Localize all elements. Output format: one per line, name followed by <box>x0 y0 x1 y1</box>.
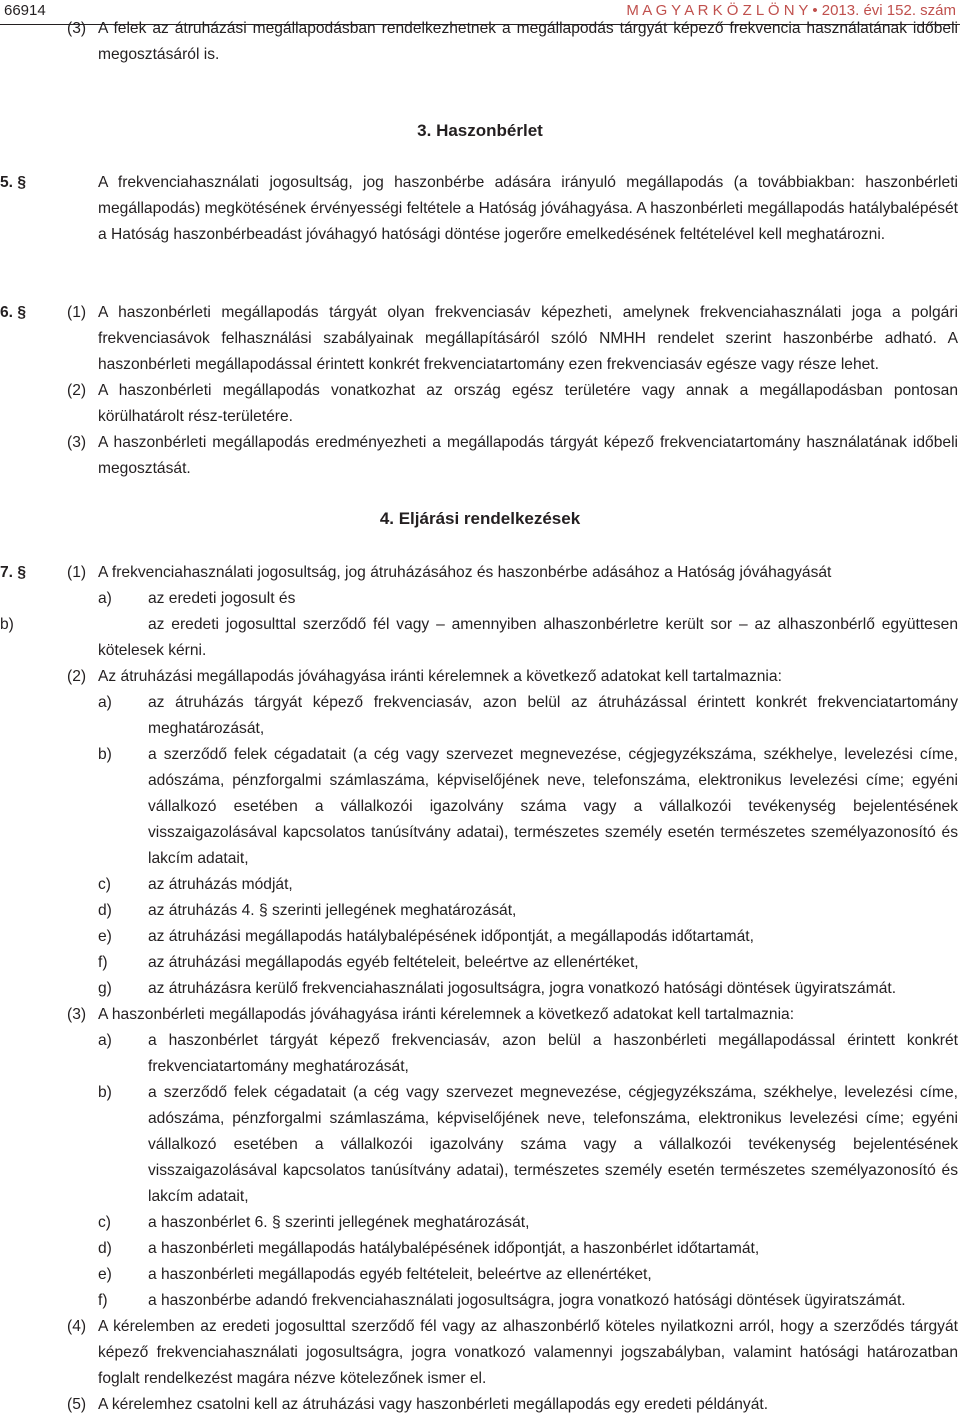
section-7 <box>0 560 960 1418</box>
list-text: az eredeti jogosulttal szerződő fél vagy – amennyiben alhaszonbérletre került sor – az alhaszonbérlő együttesen kötelesek kérni. <box>98 616 958 659</box>
paragraph-prev-3 <box>0 16 960 68</box>
list-text: a haszonbérleti megállapodás egyéb feltételeit, beleértve az ellenértéket, <box>148 1266 652 1283</box>
list-item <box>0 872 960 898</box>
list-item <box>0 898 960 924</box>
list-item <box>0 1288 960 1314</box>
section-heading-4: 4. Eljárási rendelkezések <box>379 509 581 528</box>
paragraph-text: A haszonbérleti megállapodás tárgyát olyan frekvenciasáv képezheti, amelynek frekvenciahasználati joga a polgári frekvenciasávok felhasználási szabályainak megállapításáról szóló NMHH rendelet szerint haszonbérbe adható. A haszonbérleti megállapodással érintett konkrét frekvenciatartomány ezen frekvenciasáv egésze vagy része lehet. <box>98 304 958 373</box>
list-letter: b) <box>0 616 14 633</box>
section-6 <box>0 300 960 482</box>
list-letter: a) <box>98 590 112 607</box>
list-letter: d) <box>98 902 112 919</box>
list-text: az átruházás módját, <box>148 876 293 893</box>
list-text: a szerződő felek cégadatait (a cég vagy szervezet megnevezése, cégjegyzékszáma, székhelye, levelezési címe, adószáma, pénzforgalmi számlaszáma, képviselőjének neve, telefonszáma, elektronikus levelezési címe; egyéni vállalkozó esetében a vállalkozói igazolvány száma vagy a vállalkozói tevékenység bejelentésének visszaigazolásával kapcsolatos tanúsítvány adatai), természetes személy esetén természetes személyazonosító és lakcím adatait, <box>148 746 958 867</box>
list-text: az átruházási megállapodás egyéb feltételeit, beleértve az ellenértéket, <box>148 954 639 971</box>
list-text: a haszonbérleti megállapodás hatálybalépésének időpontját, a haszonbérlet időtartamát, <box>148 1240 760 1257</box>
section-text: A frekvenciahasználati jogosultság, jog haszonbérbe adására irányuló megállapodás (a továbbiakban: haszonbérleti megállapodás) megkötésének érvényességi feltétele a Hatóság jóváhagyása. A haszonbérleti megállapodás hatálybalépését a Hatóság haszonbérbeadást jóváhagyó hatósági döntése jogerőre emelkedésének feltételével kell meghatározni. <box>98 174 958 243</box>
list-text: az átruházásra kerülő frekvenciahasználati jogosultságra, jogra vonatkozó hatósági döntések ügyiratszámát. <box>148 980 897 997</box>
list-item <box>0 1028 960 1080</box>
section-heading-3: 3. Haszonbérlet <box>417 121 543 140</box>
section-number: 5. § <box>0 174 27 191</box>
list-item <box>0 950 960 976</box>
list-letter: a) <box>98 694 112 711</box>
list-letter: b) <box>98 746 112 763</box>
list-item <box>0 1080 960 1210</box>
list-item <box>0 924 960 950</box>
paragraph-number: (2) <box>67 382 87 399</box>
paragraph-text: A felek az átruházási megállapodásban rendelkezhetnek a megállapodás tárgyát képező frekvencia használatának időbeli megosztásáról is. <box>98 20 958 63</box>
paragraph-text: A kérelemhez csatolni kell az átruházási vagy haszonbérleti megállapodás egy eredeti példányát. <box>98 1396 769 1413</box>
paragraph-text: A kérelemben az eredeti jogosulttal szerződő fél vagy az alhaszonbérlő köteles nyilatkozni arról, hogy a szerződés tárgyát képező frekvenciahasználati jogosultságra, jogra vonatkozó valamennyi jogszabályban, valamint hatósági határozatban foglalt rendelkezést magára nézve kötelezőnek ismer el. <box>98 1318 958 1387</box>
paragraph-text: A frekvenciahasználati jogosultság, jog átruházásához és haszonbérbe adásához a Hatóság jóváhagyását <box>98 564 832 581</box>
list-item <box>0 586 960 612</box>
list-letter: b) <box>98 1084 112 1101</box>
list-letter: g) <box>98 980 112 997</box>
paragraph-text: A haszonbérleti megállapodás eredményezheti a megállapodás tárgyát képező frekvenciatartomány használatának időbeli megosztását. <box>98 434 958 477</box>
paragraph-number: (1) <box>67 304 87 321</box>
journal-header: M A G Y A R K Ö Z L Ö N Y • 2013. évi 152. szám <box>626 2 956 19</box>
paragraph-text: A haszonbérleti megállapodás vonatkozhat az ország egész területére vagy annak a megállapodásban pontosan körülhatárolt rész-területére. <box>98 382 958 425</box>
list-text: a haszonbérlet tárgyát képező frekvenciasáv, azon belül a haszonbérleti megállapodással érintett konkrét frekvenciatartomány meghatározását, <box>148 1032 958 1075</box>
list-letter: f) <box>98 954 108 971</box>
section-number: 6. § <box>0 304 27 321</box>
paragraph-number: (1) <box>67 564 87 581</box>
list-letter: f) <box>98 1292 108 1309</box>
list-letter: c) <box>98 1214 111 1231</box>
list-item <box>0 690 960 742</box>
section-number: 7. § <box>0 564 27 581</box>
section-5 <box>0 170 960 248</box>
list-letter: e) <box>98 928 112 945</box>
list-text: a haszonbérbe adandó frekvenciahasználati jogosultságra, jogra vonatkozó hatósági döntések ügyiratszámát. <box>148 1292 906 1309</box>
list-text: az átruházás 4. § szerinti jellegének meghatározását, <box>148 902 517 919</box>
list-text: az eredeti jogosult és <box>148 590 296 607</box>
paragraph-number: (3) <box>67 434 87 451</box>
list-item <box>0 1210 960 1236</box>
paragraph-number: (3) <box>67 1006 87 1023</box>
list-item <box>0 612 960 664</box>
list-item <box>0 1236 960 1262</box>
list-item <box>0 742 960 872</box>
list-text: a haszonbérlet 6. § szerinti jellegének meghatározását, <box>148 1214 530 1231</box>
list-letter: c) <box>98 876 111 893</box>
list-text: a szerződő felek cégadatait (a cég vagy szervezet megnevezése, cégjegyzékszáma, székhelye, levelezési címe, adószáma, pénzforgalmi számlaszáma, képviselőjének neve, telefonszáma, elektronikus levelezési címe; egyéni vállalkozó esetében a vállalkozói igazolvány száma vagy a vállalkozói tevékenység bejelentésének visszaigazolásával kapcsolatos tanúsítvány adatai), természetes személy esetén természetes személyazonosító és lakcím adatait, <box>148 1084 958 1205</box>
list-item <box>0 1262 960 1288</box>
paragraph-number: (4) <box>67 1318 87 1335</box>
paragraph-number: (5) <box>67 1396 87 1413</box>
paragraph-number: (3) <box>67 20 87 37</box>
list-text: az átruházás tárgyát képező frekvenciasáv, azon belül az átruházással érintett konkrét frekvenciatartomány meghatározását, <box>148 694 958 737</box>
paragraph-text: Az átruházási megállapodás jóváhagyása iránti kérelemnek a következő adatokat kell tartalmaznia: <box>98 668 782 685</box>
page-number: 66914 <box>4 2 46 19</box>
list-text: az átruházási megállapodás hatálybalépésének időpontját, a megállapodás időtartamát, <box>148 928 754 945</box>
paragraph-number: (2) <box>67 668 87 685</box>
list-letter: d) <box>98 1240 112 1257</box>
list-letter: e) <box>98 1266 112 1283</box>
paragraph-text: A haszonbérleti megállapodás jóváhagyása iránti kérelemnek a következő adatokat kell tartalmaznia: <box>98 1006 795 1023</box>
list-letter: a) <box>98 1032 112 1049</box>
list-item <box>0 976 960 1002</box>
